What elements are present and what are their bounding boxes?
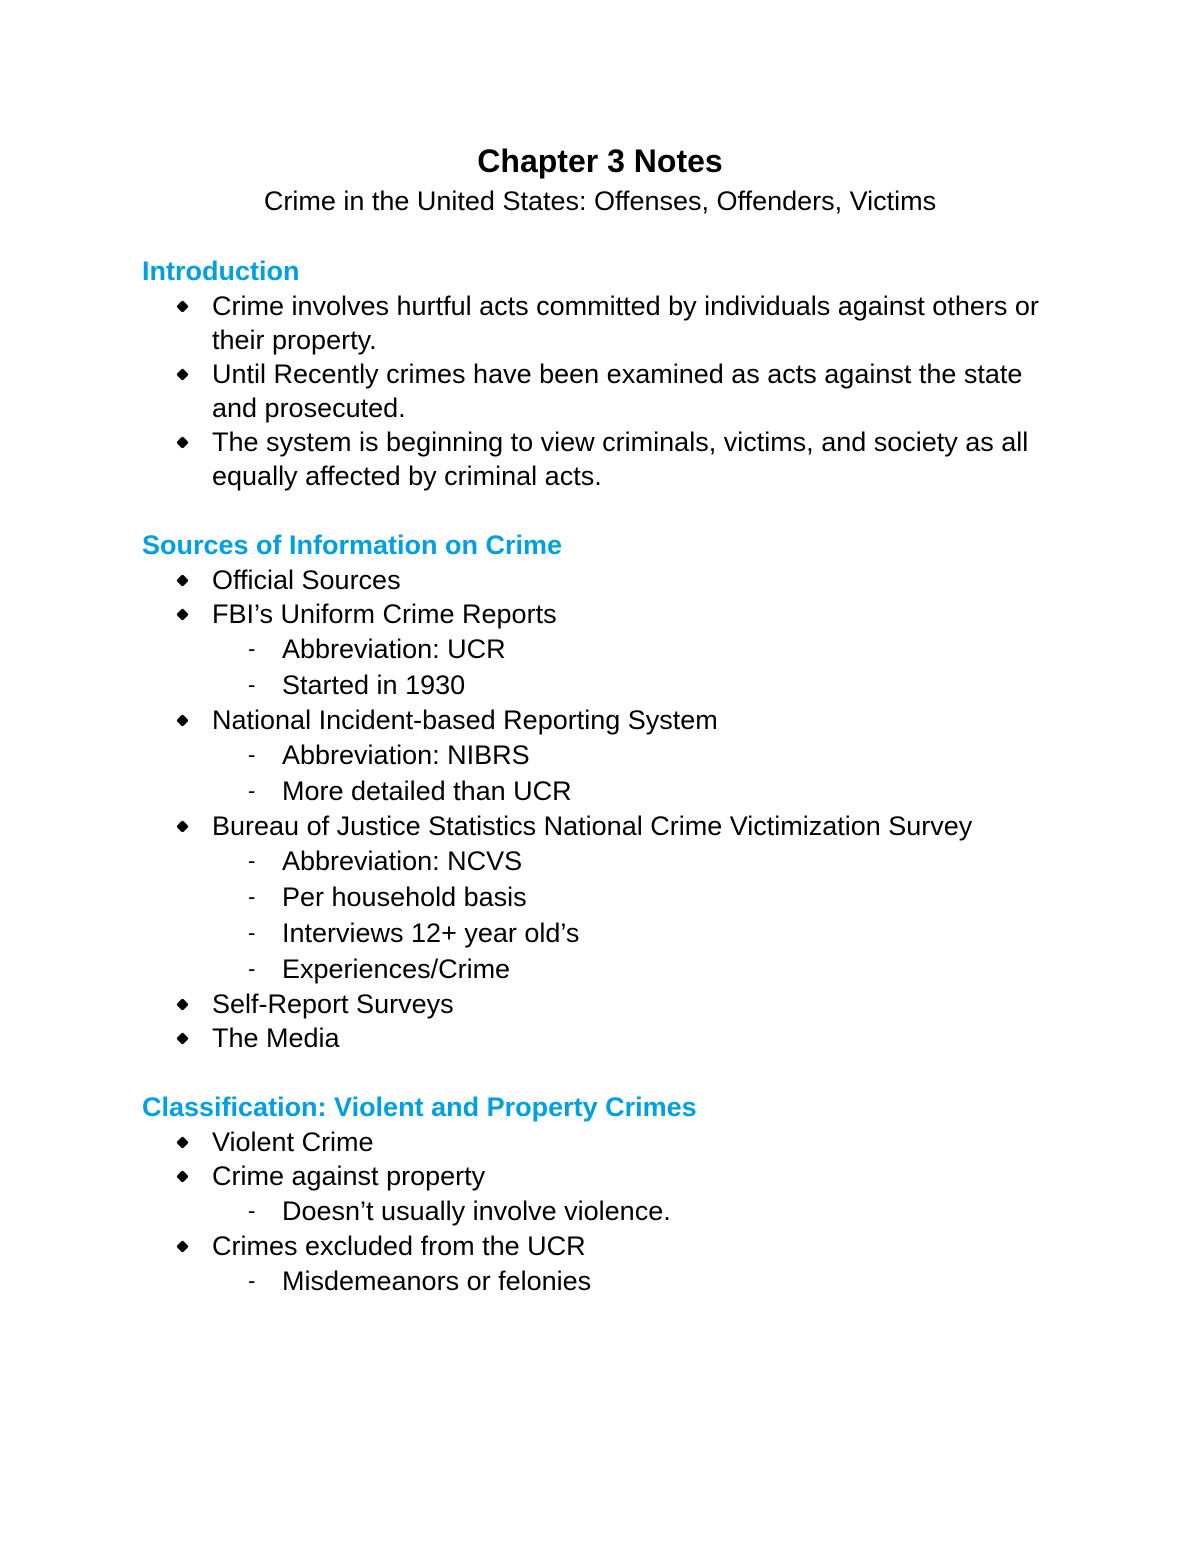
dash-icon: -: [248, 672, 256, 697]
bullet-icon: [176, 998, 189, 1011]
sub-bullet-list: [212, 1263, 1062, 1299]
bullet-icon: [176, 1032, 189, 1045]
sub-bullet-item: [212, 631, 1062, 667]
title-block: [0, 140, 1200, 220]
notes-section: [142, 1089, 1062, 1299]
bullet-icon: [176, 436, 189, 449]
bullet-list: [142, 563, 1062, 1055]
sub-bullet-text: Per household basis: [282, 882, 527, 912]
sub-bullet-item: [212, 951, 1062, 987]
section-heading: Sources of Information on Crime: [142, 530, 563, 560]
sub-bullet-text: Abbreviation: NIBRS: [282, 740, 530, 770]
bullet-item: [142, 425, 1062, 493]
sub-bullet-item: [212, 843, 1062, 879]
bullet-text: Crime against property: [212, 1161, 486, 1191]
dash-icon: -: [248, 1268, 256, 1293]
bullet-text: The system is beginning to view criminals, victims, and society as all equally affected by criminal acts.: [212, 427, 1029, 491]
bullet-icon: [176, 608, 189, 621]
sub-bullet-item: [212, 737, 1062, 773]
dash-icon: -: [248, 956, 256, 981]
bullet-icon: [176, 368, 189, 381]
section-heading: Introduction: [142, 256, 300, 286]
sub-bullet-list: [212, 1193, 1062, 1229]
bullet-item: [142, 703, 1062, 809]
sub-bullet-item: [212, 1263, 1062, 1299]
bullet-text: Violent Crime: [212, 1127, 374, 1157]
dash-icon: -: [248, 778, 256, 803]
bullet-icon: [176, 574, 189, 587]
bullet-item: [142, 1021, 1062, 1055]
bullet-icon: [176, 820, 189, 833]
bullet-item: [142, 1159, 1062, 1229]
bullet-item: [142, 987, 1062, 1021]
sub-bullet-text: Abbreviation: NCVS: [282, 846, 523, 876]
sub-bullet-item: [212, 915, 1062, 951]
bullet-icon: [176, 714, 189, 727]
dash-icon: -: [248, 636, 256, 661]
dash-icon: -: [248, 848, 256, 873]
bullet-text: Crime involves hurtful acts committed by individuals against others or their property.: [212, 291, 1039, 355]
bullet-list: [142, 1125, 1062, 1299]
bullet-item: [142, 809, 1062, 987]
sub-bullet-list: [212, 631, 1062, 703]
bullet-item: [142, 289, 1062, 357]
bullet-icon: [176, 1170, 189, 1183]
sub-bullet-text: Misdemeanors or felonies: [282, 1266, 592, 1296]
bullet-item: [142, 1229, 1062, 1299]
bullet-item: [142, 597, 1062, 703]
bullet-text: Self-Report Surveys: [212, 989, 454, 1019]
dash-icon: -: [248, 1198, 256, 1223]
sub-bullet-text: Interviews 12+ year old’s: [282, 918, 580, 948]
document-title: Chapter 3 Notes: [477, 143, 723, 179]
bullet-item: [142, 1125, 1062, 1159]
bullet-item: [142, 563, 1062, 597]
bullet-item: [142, 357, 1062, 425]
bullet-text: Until Recently crimes have been examined as acts against the state and prosecuted.: [212, 359, 1023, 423]
bullet-list: [142, 289, 1062, 493]
bullet-icon: [176, 1240, 189, 1253]
bullet-icon: [176, 1136, 189, 1149]
sub-bullet-list: [212, 843, 1062, 987]
sub-bullet-item: [212, 879, 1062, 915]
sub-bullet-item: [212, 1193, 1062, 1229]
notes-section: [142, 253, 1062, 493]
notes-section: [142, 527, 1062, 1055]
dash-icon: -: [248, 920, 256, 945]
dash-icon: -: [248, 742, 256, 767]
bullet-icon: [176, 300, 189, 313]
bullet-text: Official Sources: [212, 565, 401, 595]
sub-bullet-list: [212, 737, 1062, 809]
sub-bullet-text: More detailed than UCR: [282, 776, 572, 806]
sub-bullet-item: [212, 667, 1062, 703]
bullet-text: The Media: [212, 1023, 340, 1053]
notes-content: [142, 253, 1062, 1333]
bullet-text: Crimes excluded from the UCR: [212, 1231, 586, 1261]
bullet-text: National Incident-based Reporting System: [212, 705, 718, 735]
sub-bullet-text: Doesn’t usually involve violence.: [282, 1196, 671, 1226]
sub-bullet-text: Started in 1930: [282, 670, 466, 700]
bullet-text: FBI’s Uniform Crime Reports: [212, 599, 557, 629]
document-subtitle: Crime in the United States: Offenses, Offenders, Victims: [263, 186, 937, 216]
sub-bullet-text: Experiences/Crime: [282, 954, 511, 984]
sub-bullet-item: [212, 773, 1062, 809]
sub-bullet-text: Abbreviation: UCR: [282, 634, 506, 664]
bullet-text: Bureau of Justice Statistics National Crime Victimization Survey: [212, 811, 973, 841]
section-heading: Classification: Violent and Property Crimes: [142, 1092, 697, 1122]
dash-icon: -: [248, 884, 256, 909]
